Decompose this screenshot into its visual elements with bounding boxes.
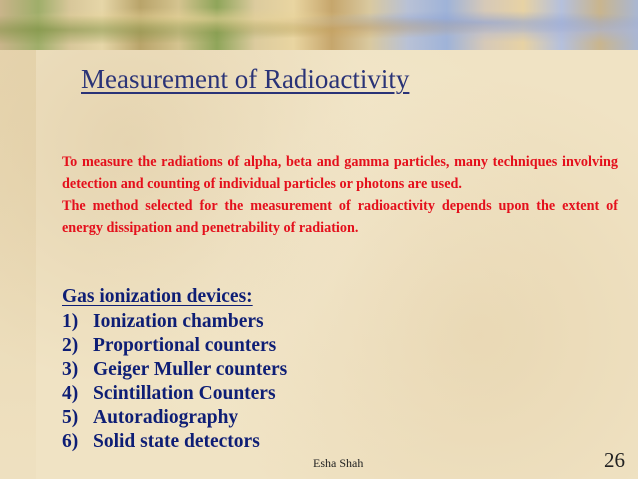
list-item-number: 5): [62, 407, 79, 428]
list-item-number: 2): [62, 335, 79, 356]
devices-list: [62, 310, 482, 454]
intro-paragraph-1: To measure the radiations of alpha, beta and gamma particles, many techniques involving detection and counting of individual particles or photons are used.: [62, 154, 618, 192]
list-item-text: Solid state detectors: [93, 431, 260, 452]
page-number: 26: [604, 448, 625, 472]
list-item: [62, 358, 482, 382]
list-item: [62, 310, 482, 334]
list-item-text: Ionization chambers: [93, 311, 264, 332]
intro-paragraph-2: The method selected for the measurement of radioactivity depends upon the extent of energy dissipation and penetrability of radiation.: [62, 198, 618, 236]
list-item: [62, 382, 482, 406]
list-item-text: Autoradiography: [93, 407, 239, 428]
list-heading: Gas ionization devices:: [62, 286, 253, 307]
list-item: [62, 334, 482, 358]
list-item-number: 4): [62, 383, 79, 404]
slide-title: Measurement of Radioactivity: [81, 64, 410, 94]
devices-list-block: [62, 285, 482, 454]
list-item-number: 6): [62, 431, 79, 452]
footer-author: Esha Shah: [313, 456, 364, 470]
list-item-text: Proportional counters: [93, 335, 277, 356]
list-item-number: 1): [62, 311, 79, 332]
list-item: [62, 406, 482, 430]
banner-texture: [0, 0, 638, 50]
list-item: [62, 430, 482, 454]
intro-text: [62, 151, 618, 239]
left-margin-texture: [0, 50, 36, 479]
list-item-number: 3): [62, 359, 79, 380]
list-item-text: Geiger Muller counters: [93, 359, 288, 380]
list-item-text: Scintillation Counters: [93, 383, 276, 404]
